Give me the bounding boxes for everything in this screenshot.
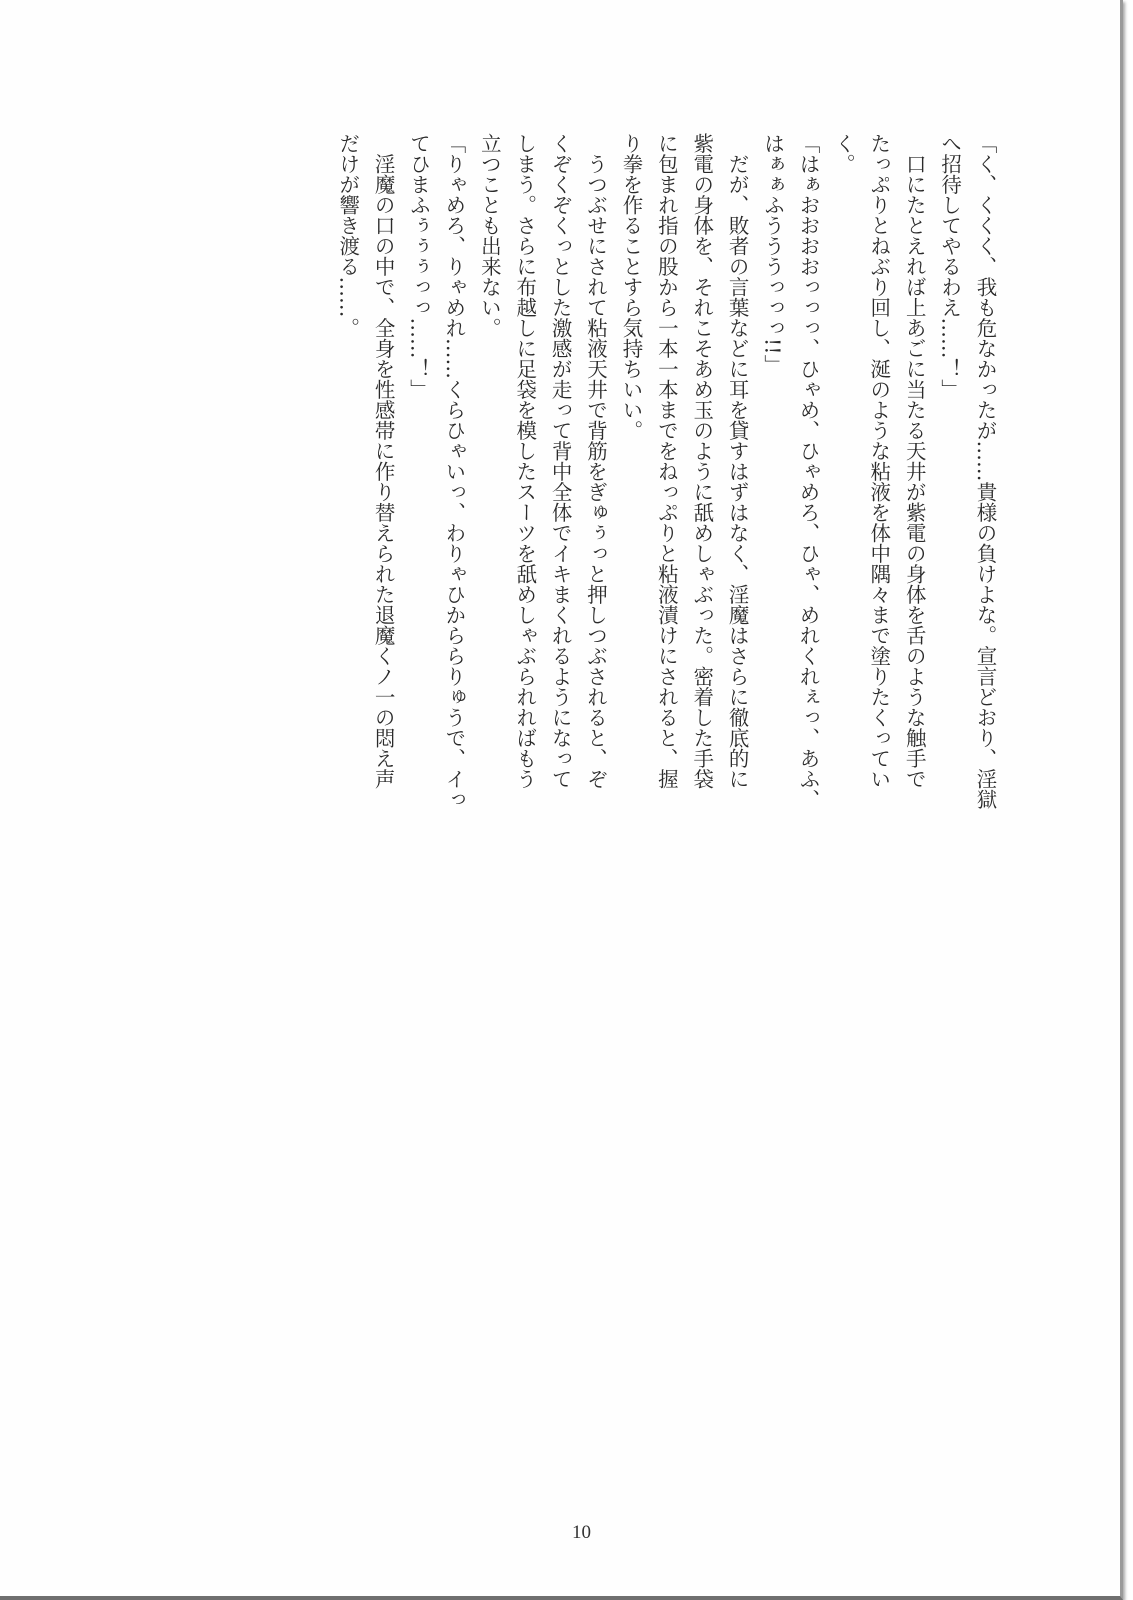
text-column: 立つことも出来ない。 [477, 133, 502, 338]
text-column: うつぶせにされて粘液天井で背筋をぎゅぅっと押しつぶされると、ぞ [583, 133, 608, 789]
text-column: 「りゃめろ、りゃめれ……くらひゃいっ、わりゃひかららりゅうで、イっ [441, 133, 466, 810]
text-column: へ招待してやるわえ……！」 [937, 133, 962, 400]
text-column: り拳を作ることすら気持ちいい。 [618, 133, 643, 441]
text-column: 口にたとえれば上あごに当たる天井が紫電の身体を舌のような触手で [902, 133, 927, 789]
text-column: 淫魔の口の中で、全身を性感帯に作り替えられた退魔くノ一の悶え声 [371, 133, 396, 789]
text-column: に包まれ指の股から一本一本までをねっぷりと粘液漬けにされると、握 [654, 133, 679, 789]
text-column: 「く、くくく、我も危なかったが……貴様の負けよな。宣言どおり、淫獄 [973, 133, 997, 810]
text-column: はぁぁふうううっっっ!!」 [760, 133, 785, 375]
vertical-body-text [329, 133, 1002, 813]
text-column: しまう。さらに布越しに足袋を模したスーツを舐めしゃぶられればもう [512, 133, 537, 789]
text-column: 紫電の身体を、それこそあめ玉のように舐めしゃぶった。密着した手袋 [689, 133, 714, 789]
text-column: くぞくぞくっとした激感が走って背中全体でイキまくれるようになって [548, 133, 573, 789]
page-number: 10 [572, 1522, 591, 1543]
text-column: だが、敗者の言葉などに耳を貸すはずはなく、淫魔はさらに徹底的に [725, 133, 750, 789]
text-column: 「はぁおおおおっっっ、ひゃめ、ひゃめろ、ひゃ、めれくれぇっ、あふ、 [795, 133, 820, 810]
text-column: だけが響き渡る……。 [335, 133, 360, 338]
text-column: く。 [831, 133, 856, 174]
text-column: てひまふぅぅぅっっ……！」 [406, 133, 431, 400]
text-column: たっぷりとねぶり回し、涎のような粘液を体中隅々まで塗りたくってい [866, 133, 891, 789]
